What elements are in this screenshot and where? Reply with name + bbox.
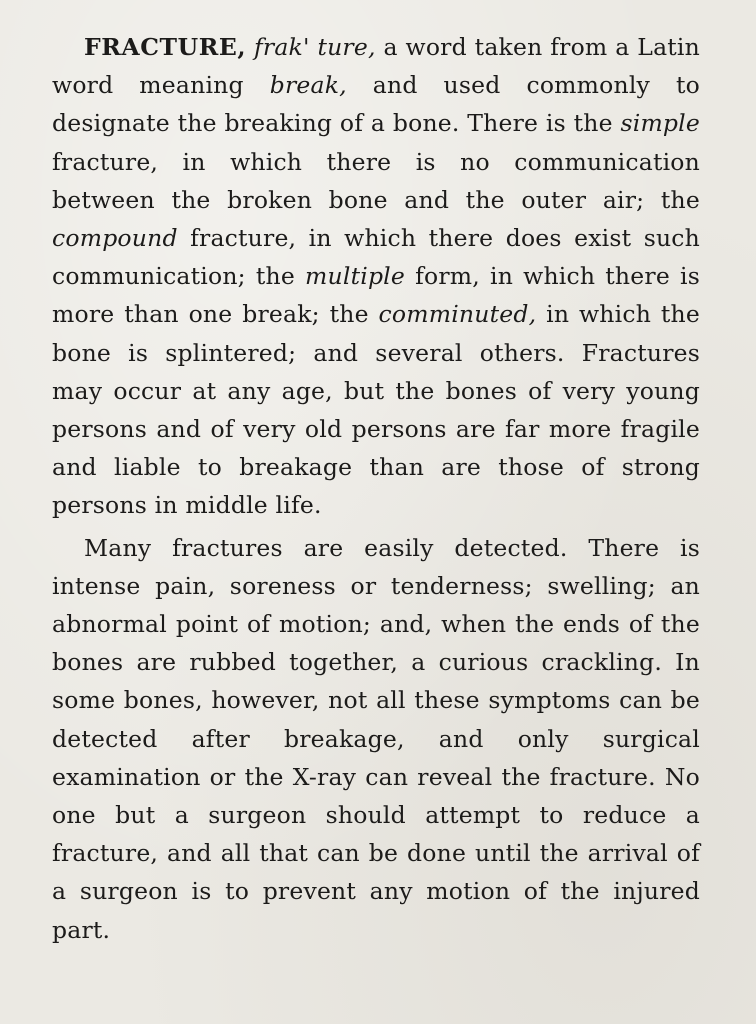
article-body <box>52 28 700 949</box>
headword: FRACTURE, <box>84 33 247 61</box>
italic-term-simple: simple <box>620 109 700 138</box>
text-run: and used commonly to designate the breaking of a bone. There is the <box>52 71 700 138</box>
italic-term-multiple: multiple <box>305 262 406 291</box>
italic-term-compound: compound <box>52 224 178 253</box>
italic-term-comminuted: comminuted, <box>378 300 537 329</box>
text-run: fracture, in which there does exist such communication; the <box>52 224 700 291</box>
italic-term-break: break, <box>269 71 347 100</box>
text-run: fracture, in which there is no communication between the broken bone and the outer air; the <box>52 147 700 214</box>
text-run: in which the bone is splintered; and several others. Fractures may occur at any age, but the bones of very young persons and of very old persons are far more fragile and liable to breakage than are those of strong persons in middle life. <box>52 300 700 520</box>
text-run: form, in which there is more than one break; the <box>52 262 700 329</box>
text-run: a word taken from a Latin word meaning <box>52 33 700 100</box>
pronunciation: frak' ture, <box>253 33 376 61</box>
paragraph-symptoms: Many fractures are easily detected. There is intense pain, soreness or tenderness; swelling; an abnormal point of motion; and, when the ends of the bones are rubbed together, a curious crackling. In some bones, however, not all these symptoms can be detected after breakage, and only surgical examination or the X-ray can reveal the fracture. No one but a surgeon should attempt to reduce a fracture, and all that can be done until the arrival of a surgeon is to prevent any motion of the injured part. <box>52 533 700 944</box>
paragraph-definition <box>52 28 700 525</box>
